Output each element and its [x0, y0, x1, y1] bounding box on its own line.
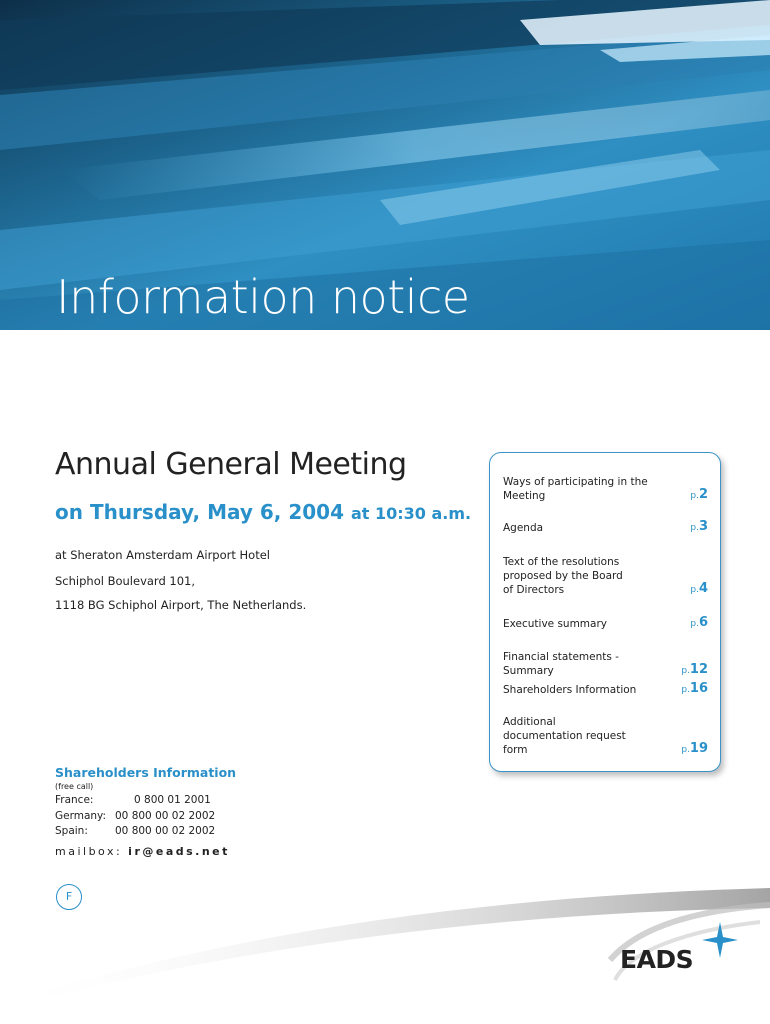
toc-page: p.3 — [690, 519, 708, 534]
phone-row-france — [55, 794, 211, 806]
toc-page: p.2 — [690, 487, 708, 502]
toc-page: p.4 — [690, 581, 708, 596]
address-line-1: at Sheraton Amsterdam Airport Hotel — [55, 548, 270, 562]
meeting-date-text: on Thursday, May 6, 2004 — [55, 500, 344, 524]
phone-country: Spain: — [55, 825, 88, 837]
meeting-title: Annual General Meeting — [55, 447, 407, 482]
header-banner — [0, 0, 770, 330]
mailbox-email-link[interactable]: ir@eads.net — [128, 845, 230, 858]
toc-item-documentation-form[interactable] — [503, 715, 708, 757]
meeting-time: at 10:30 a.m. — [350, 504, 472, 523]
toc-page: p.6 — [690, 615, 708, 630]
toc-item-participating[interactable] — [503, 475, 708, 503]
toc-label: Ways of participating in the Meeting — [503, 476, 648, 502]
toc-item-executive-summary[interactable] — [503, 617, 708, 631]
phone-row-spain — [55, 825, 215, 837]
phone-country: Germany: — [55, 810, 107, 822]
toc-label: Text of the resolutions proposed by the Board of Directors — [503, 556, 623, 596]
phone-number: 00 800 00 02 2002 — [115, 810, 216, 822]
phone-number: 0 800 01 2001 — [134, 794, 211, 806]
toc-page: p.12 — [681, 662, 708, 677]
address-line-3: 1118 BG Schiphol Airport, The Netherlands. — [55, 598, 307, 612]
toc-label: Additional documentation request form — [503, 716, 626, 756]
shareholders-subtitle: (free call) — [55, 782, 94, 791]
toc-label: Financial statements - Summary — [503, 651, 619, 677]
phone-country: France: — [55, 794, 94, 806]
language-badge: F — [56, 884, 82, 910]
toc-item-agenda[interactable] — [503, 521, 708, 535]
shareholders-title: Shareholders Information — [55, 765, 237, 780]
phone-row-germany — [55, 810, 215, 822]
meeting-date — [55, 500, 471, 524]
toc-item-shareholders-information[interactable] — [503, 683, 708, 697]
address-line-2: Schiphol Boulevard 101, — [55, 574, 196, 588]
phone-number: 00 800 00 02 2002 — [115, 825, 216, 837]
company-logo: EADS — [620, 945, 694, 974]
toc-page: p.16 — [681, 681, 708, 696]
document-title: Information notice — [56, 270, 470, 324]
toc-item-financial-statements[interactable] — [503, 650, 708, 678]
table-of-contents — [489, 452, 721, 772]
toc-item-resolutions[interactable] — [503, 555, 708, 597]
toc-label: Agenda — [503, 522, 544, 534]
toc-page: p.19 — [681, 741, 708, 756]
toc-label: Shareholders Information — [503, 684, 637, 696]
star-icon — [700, 920, 740, 960]
mailbox — [55, 845, 230, 858]
toc-label: Executive summary — [503, 618, 608, 630]
mailbox-label: mailbox: — [55, 845, 123, 858]
